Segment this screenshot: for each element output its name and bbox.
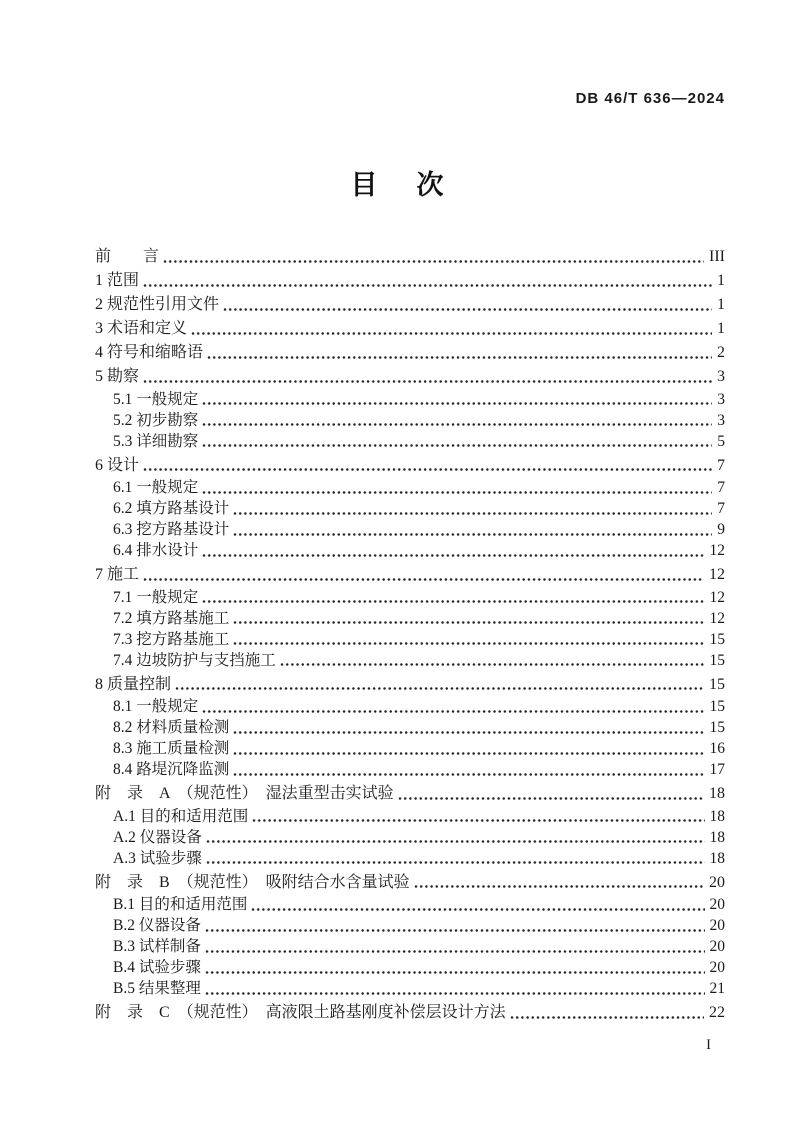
toc-dot-leader [205,970,705,975]
toc-entry [95,587,725,608]
toc-entry-page: 20 [709,959,725,976]
toc-entry [95,540,725,561]
toc-entry-label: 附 录 C （规范性） 高液限土路基刚度补偿层设计方法 [95,1004,506,1021]
toc-entry-label: 7.4 边坡防护与支挡施工 [113,651,276,669]
toc-dot-leader [252,818,704,823]
toc-entry [95,477,725,498]
toc-dot-leader [414,884,704,889]
toc-entry-page: 7 [717,500,725,517]
toc-entry-label: 3 术语和定义 [95,320,188,337]
toc-dot-leader [233,730,704,735]
toc-entry-page: 20 [709,938,725,955]
toc-entry-label: 6.2 填方路基设计 [113,500,230,517]
toc-entry-label: 2 规范性引用文件 [95,296,220,313]
toc-entry-label: 8.2 材料质量检测 [113,719,230,736]
toc-entry [95,872,725,893]
toc-entry [95,936,725,957]
toc-dot-leader [163,259,704,264]
toc-entry-label: 前 言 [95,248,160,265]
toc-entry-label: 5.1 一般规定 [113,390,199,408]
toc-dot-leader [233,511,712,516]
toc-entry [95,389,725,410]
standard-code: DB 46/T 636—2024 [575,90,725,107]
toc-entry-page: 12 [709,542,725,559]
toc-entry-label: 6.3 挖方路基设计 [113,521,230,538]
toc-entry-label: 8.1 一般规定 [113,698,199,715]
toc-entry [95,827,725,848]
toc-entry-page: 3 [717,390,725,408]
toc-dot-leader [202,490,712,495]
toc-entry [95,608,725,629]
toc-entry [95,759,725,780]
toc-dot-leader [202,443,712,448]
toc-dot-leader [202,422,712,427]
toc-entry-page: 7 [717,479,725,496]
toc-entry-page: 21 [709,980,725,997]
toc-entry-label: B.2 仪器设备 [113,917,201,934]
toc-entry-page: 18 [709,849,725,867]
toc-entry-label: B.5 结果整理 [113,980,201,997]
toc-entry [95,318,725,339]
toc-entry [95,366,725,387]
toc-entry-page: III [709,248,725,265]
toc-dot-leader [202,599,704,604]
toc-entry-page: 5 [717,432,725,450]
toc-entry-page: 20 [709,873,725,891]
toc-entry-label: A.1 目的和适用范围 [113,807,249,825]
toc-dot-leader [233,772,704,777]
toc-entry-page: 9 [717,521,725,538]
toc-dot-leader [143,283,712,288]
toc-entry [95,957,725,978]
toc-entry [95,431,725,452]
toc-entry-label: 8.3 施工质量检测 [113,740,230,757]
toc-entry-label: 6.4 排水设计 [113,542,199,559]
toc-entry-label: 5.3 详细勘察 [113,432,199,450]
toc-entry-page: 18 [709,828,725,846]
toc-dot-leader [207,355,712,360]
toc-entry-page: 15 [709,651,725,669]
toc-entry-label: 1 范围 [95,272,140,289]
toc-entry-page: 20 [709,896,725,913]
toc-entry [95,848,725,869]
toc-entry-page: 18 [709,807,725,825]
toc-entry-label: 5 勘察 [95,368,140,385]
toc-entry-page: 15 [709,630,725,648]
toc-entry-page: 12 [709,609,725,627]
toc-entry-label: 6 设计 [95,456,140,474]
toc-entry [95,978,725,999]
toc-entry-label: 6.1 一般规定 [113,479,199,496]
toc-entry [95,246,725,267]
footer-page-number: I [706,1037,711,1053]
toc-entry [95,717,725,738]
toc-dot-leader [251,907,704,912]
toc-entry-label: B.4 试验步骤 [113,959,201,976]
toc-entry [95,696,725,717]
toc-entry-label: 附 录 B （规范性） 吸附结合水含量试验 [95,873,410,891]
toc-dot-leader [510,1015,704,1020]
toc-dot-leader [202,401,712,406]
toc-entry-page: 15 [709,698,725,715]
toc-entry-label: B.3 试样制备 [113,938,201,955]
toc-entry-label: B.1 目的和适用范围 [113,896,248,913]
toc-dot-leader [175,686,704,691]
toc-entry-label: 7.1 一般规定 [113,588,199,606]
toc-entry [95,915,725,936]
toc-entry-label: 8 质量控制 [95,675,172,693]
toc-entry-page: 1 [717,272,725,289]
toc-entry-label: 5.2 初步勘察 [113,411,199,429]
toc-entry-label: 8.4 路堤沉降监测 [113,761,230,778]
toc-dot-leader [233,641,704,646]
toc-entry [95,498,725,519]
toc-dot-leader [191,331,712,336]
toc-entry-label: 7.3 挖方路基施工 [113,630,230,648]
toc-dot-leader [206,839,705,844]
toc-entry [95,455,725,476]
toc-entry-page: 7 [717,456,725,474]
toc-entry-page: 12 [709,566,725,583]
toc-entry-label: A.3 试验步骤 [113,849,202,867]
toc-entry [95,806,725,827]
toc-entry-label: A.2 仪器设备 [113,828,202,846]
toc-entry [95,783,725,804]
toc-dot-leader [143,577,704,582]
toc-dot-leader [205,949,705,954]
toc-list [95,243,725,1025]
toc-dot-leader [205,928,705,933]
toc-entry-label: 4 符号和缩略语 [95,344,204,361]
toc-dot-leader [202,709,704,714]
toc-entry-page: 3 [717,368,725,385]
toc-dot-leader [143,379,712,384]
toc-entry-label: 7.2 填方路基施工 [113,609,230,627]
toc-entry-label: 7 施工 [95,566,140,583]
toc-entry [95,629,725,650]
toc-entry-page: 1 [717,296,725,313]
toc-entry-page: 18 [709,785,725,802]
toc-dot-leader [202,553,704,558]
toc-entry [95,294,725,315]
toc-entry-label: 附 录 A （规范性） 湿法重型击实试验 [95,785,394,802]
toc-entry-page: 16 [709,740,725,757]
toc-dot-leader [143,467,712,472]
toc-dot-leader [206,860,705,865]
toc-entry [95,564,725,585]
toc-entry [95,519,725,540]
toc-entry [95,342,725,363]
toc-dot-leader [205,991,705,996]
toc-entry-page: 15 [709,675,725,693]
toc-dot-leader [233,620,704,625]
toc-entry-page: 15 [709,719,725,736]
toc-entry [95,738,725,759]
toc-entry [95,270,725,291]
toc-entry-page: 2 [717,344,725,361]
toc-dot-leader [233,751,704,756]
toc-dot-leader [223,307,712,312]
toc-entry [95,410,725,431]
toc-entry-page: 20 [709,917,725,934]
toc-dot-leader [280,662,705,667]
toc-entry-page: 12 [709,588,725,606]
toc-dot-leader [398,796,704,801]
toc-entry-page: 3 [717,411,725,429]
toc-entry-page: 17 [709,761,725,778]
page-title: 目 次 [350,170,450,200]
toc-entry [95,894,725,915]
toc-entry-page: 22 [709,1004,725,1021]
toc-entry [95,1002,725,1023]
toc-entry-page: 1 [717,320,725,337]
toc-dot-leader [233,532,712,537]
toc-entry [95,674,725,695]
toc-entry [95,650,725,671]
